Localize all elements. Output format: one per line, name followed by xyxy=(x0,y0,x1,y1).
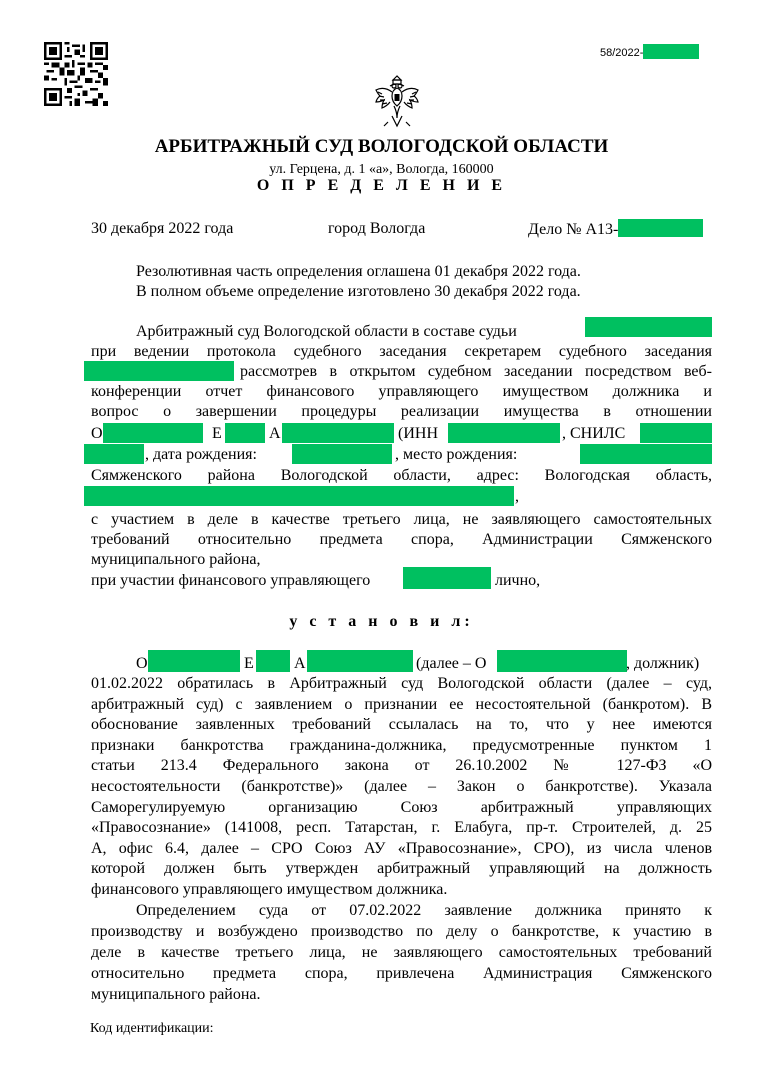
debtor-patronymic-initial: А xyxy=(294,655,306,672)
redaction xyxy=(497,650,627,672)
paragraph-2-line: финансового управляющего имуществом должника. xyxy=(91,880,448,898)
paragraph-3-line: муниципального района. xyxy=(91,986,261,1003)
paragraph-1-line: Сямженского района Вологодской области, адрес: Вологодская область, xyxy=(91,467,712,484)
document-number xyxy=(600,44,699,60)
paragraph-1-line: с участием в деле в качестве третьего лица, не заявляющего самостоятельных xyxy=(91,511,712,528)
paragraph-2-line: А, офис 6.4, далее – СРО Союз АУ «Правосознание», СРО), из числа членов xyxy=(91,839,712,857)
full-text-line: В полном объеме определение изготовлено 30 декабря 2022 года. xyxy=(136,283,581,300)
paragraph-2-line: «Правосознание» (141008, респ. Татарстан, г. Елабуга, пр-т. Строителей, д. 25 xyxy=(91,819,712,837)
paragraph-2-line: которой должен быть утвержден арбитражный управляющий на должность xyxy=(91,860,712,878)
debtor-surname-initial: О xyxy=(91,425,103,442)
paragraph-1-line: рассмотрев в открытом судебном заседании посредством веб- xyxy=(240,363,712,380)
identification-code-label: Код идентификации: xyxy=(90,1021,214,1036)
snils-label: , СНИЛС xyxy=(562,425,626,442)
paragraph-2-line: Саморегулируемую организацию Союз арбитражный управляющих xyxy=(91,798,712,816)
redaction xyxy=(225,423,265,443)
paragraph-3-line: Определением суда от 07.02.2022 заявление должника принято к xyxy=(136,902,712,919)
paragraph-2-line: арбитражный суд) с заявлением о признании ее несостоятельной (банкротом). В xyxy=(91,695,712,713)
redaction xyxy=(148,650,240,672)
redaction xyxy=(618,219,703,237)
redaction xyxy=(307,650,413,672)
financial-manager-line: при участии финансового управляющего xyxy=(91,572,371,589)
document-date: 30 декабря 2022 года xyxy=(91,220,234,237)
case-number-prefix: Дело № А13- xyxy=(528,221,619,238)
debtor-surname-initial: О xyxy=(136,655,148,672)
court-address: ул. Герцена, д. 1 «а», Вологда, 160000 xyxy=(269,162,494,177)
debtor-text: , должник) xyxy=(626,655,700,672)
paragraph-2-line: статьи 213.4 Федерального закона от 26.10.2002 № 127-ФЗ «О xyxy=(91,757,712,775)
court-name: АРБИТРАЖНЫЙ СУД ВОЛОГОДСКОЙ ОБЛАСТИ xyxy=(154,136,609,157)
birth-date-label: , дата рождения: xyxy=(145,446,257,463)
paragraph-1-line: муниципального района, xyxy=(91,551,261,568)
paragraph-3-line: относительно предмета спора, привлечена Администрация Сямженского xyxy=(91,965,712,982)
coat-of-arms-icon xyxy=(370,72,424,130)
paragraph-3-line: производству и возбуждено производство по делу о банкротстве, к участию в xyxy=(91,923,712,940)
redaction xyxy=(585,317,712,337)
redaction xyxy=(580,444,712,464)
in-person-text: лично, xyxy=(495,572,541,589)
paragraph-1-line: конференции отчет финансового управляющего имуществом должника и xyxy=(91,383,712,400)
redaction xyxy=(403,567,491,589)
birth-place-label: , место рождения: xyxy=(395,446,518,463)
operative-part-line: Резолютивная часть определения оглашена 01 декабря 2022 года. xyxy=(136,263,581,280)
paragraph-2 xyxy=(91,674,712,901)
redaction xyxy=(292,444,392,464)
paragraph-1-line xyxy=(136,322,517,342)
qr-code-icon xyxy=(44,42,108,106)
redaction xyxy=(84,486,514,506)
paragraph-2-line: обоснование заявленных требований ссылалась на то, что у нее имеются xyxy=(91,716,712,734)
debtor-name-initial: Е xyxy=(212,425,222,442)
paragraph-1-line: вопрос о завершении процедуры реализации имущества в отношении xyxy=(91,403,712,420)
redaction xyxy=(282,423,394,443)
paragraph-3-line: деле в качестве третьего лица, не заявляющего самостоятельных требований xyxy=(91,944,712,961)
paragraph-2-line: 01.02.2022 обратилась в Арбитражный суд Вологодской области (далее – суд, xyxy=(91,675,712,692)
paragraph-3 xyxy=(91,922,712,1006)
comma: , xyxy=(515,488,519,505)
redaction xyxy=(640,423,712,443)
established-heading: у с т а н о в и л: xyxy=(289,613,474,630)
redaction xyxy=(84,444,144,464)
paragraph-1-line: требований относительно предмета спора, Администрации Сямженского xyxy=(91,531,712,548)
redaction xyxy=(448,423,560,443)
redaction xyxy=(103,423,203,443)
redaction xyxy=(643,44,699,59)
document-city: город Вологда xyxy=(328,220,426,237)
text: Арбитражный суд Вологодской области в составе судьи xyxy=(136,323,517,340)
inn-label: (ИНН xyxy=(398,425,438,442)
case-number xyxy=(528,219,703,240)
redaction xyxy=(84,361,234,381)
paragraph-2-line: признаки банкротства гражданина-должника, предусмотренные пунктом 1 xyxy=(91,736,712,754)
debtor-patronymic-initial: А xyxy=(269,425,281,442)
document-title: О П Р Е Д Е Л Е Н И Е xyxy=(256,177,507,194)
paragraph-1-line: при ведении протокола судебного заседания секретарем судебного заседания xyxy=(91,343,712,360)
redaction xyxy=(256,650,290,672)
debtor-name-initial: Е xyxy=(244,655,254,672)
document-number-text: 58/2022- xyxy=(600,47,644,59)
paragraph-2-line: несостоятельности (банкротстве)» (далее – Закон о банкротстве). Указала xyxy=(91,777,712,795)
hereinafter-text: (далее – О xyxy=(416,655,487,672)
